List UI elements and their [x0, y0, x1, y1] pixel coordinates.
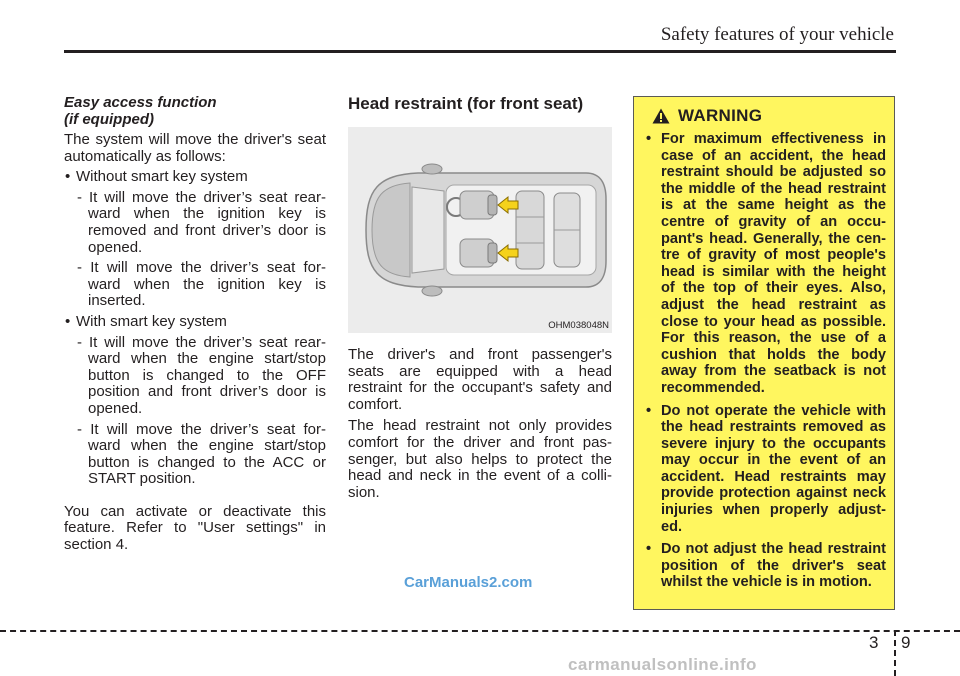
warning-item: • For maximum effectiveness in case of an accident, the head restraint should be adjusted so the middle of the head restraint is at the same height as the centre of gravity of an occu-pant's head. Generally, the cen-tre of gravity of most people's head is similar with the height of the top of their eyes. Also, adjust the head restraint as close to your head as possible. For this reason, the use of a cushion that holds the body away from the seatback is not recommended.	[642, 131, 886, 397]
easy-access-outro: You can activate or deactivate this feature. Refer to "User settings" in section 4.	[64, 502, 326, 554]
page-number: 9	[901, 633, 911, 652]
car-top-view-figure	[348, 127, 612, 333]
easy-access-section	[64, 94, 326, 554]
sub-item: - It will move the driver’s seat for-ward when the ignition key is inserted.	[77, 259, 326, 310]
warning-triangle-icon	[652, 108, 670, 124]
head-restraint-para-1: The driver's and front passenger's seats are equipped with a head restraint for the occupant's safety and comfort.	[348, 346, 612, 413]
car-top-view-illustration	[348, 127, 612, 333]
warning-item: • Do not adjust the head restraint position of the driver's seat whilst the vehicle is in motion.	[642, 541, 886, 591]
page-section-number: 3	[869, 633, 879, 652]
bullet-with-smart-key: • With smart key system	[64, 314, 326, 331]
sub-item: - It will move the driver’s seat rear-ward when the ignition key is removed and front driver’s door is opened.	[77, 188, 326, 256]
footer-watermark: carmanualsonline.info	[568, 655, 757, 674]
sub-item: - It will move the driver’s seat for-ward when the engine start/stop button is changed to the ACC or START position.	[77, 420, 326, 488]
head-restraint-title: Head restraint (for front seat)	[348, 94, 584, 113]
footer-rule	[0, 630, 960, 632]
bullet-without-smart-key: • Without smart key system	[64, 169, 326, 186]
page-header-title: Safety features of your vehicle	[660, 24, 894, 45]
footer-divider	[894, 630, 896, 676]
watermark-carmanuals: CarManuals2.com	[404, 574, 533, 591]
head-restraint-section	[348, 94, 612, 501]
easy-access-intro: The system will move the driver's seat automatically as follows:	[64, 131, 326, 165]
figure-code: OHM038048N	[548, 320, 609, 331]
header-rule	[64, 50, 896, 53]
head-restraint-para-2: The head restraint not only provides comfort for the driver and front pas-senger, but also helps to protect the head and neck in the event of a colli-sion.	[348, 417, 612, 501]
warning-header	[642, 105, 886, 127]
easy-access-title: Easy access function (if equipped)	[64, 94, 217, 128]
warning-box	[633, 96, 895, 610]
warning-title: WARNING	[678, 106, 763, 125]
sub-item: - It will move the driver’s seat rear-ward when the engine start/stop button is changed to the OFF position and front driver’s door is opened.	[77, 333, 326, 417]
warning-item: • Do not operate the vehicle with the head restraints removed as severe injury to the occupants may occur in the event of an accident. Head restraints may provide protection against neck injuries when properly adjust-ed.	[642, 403, 886, 536]
